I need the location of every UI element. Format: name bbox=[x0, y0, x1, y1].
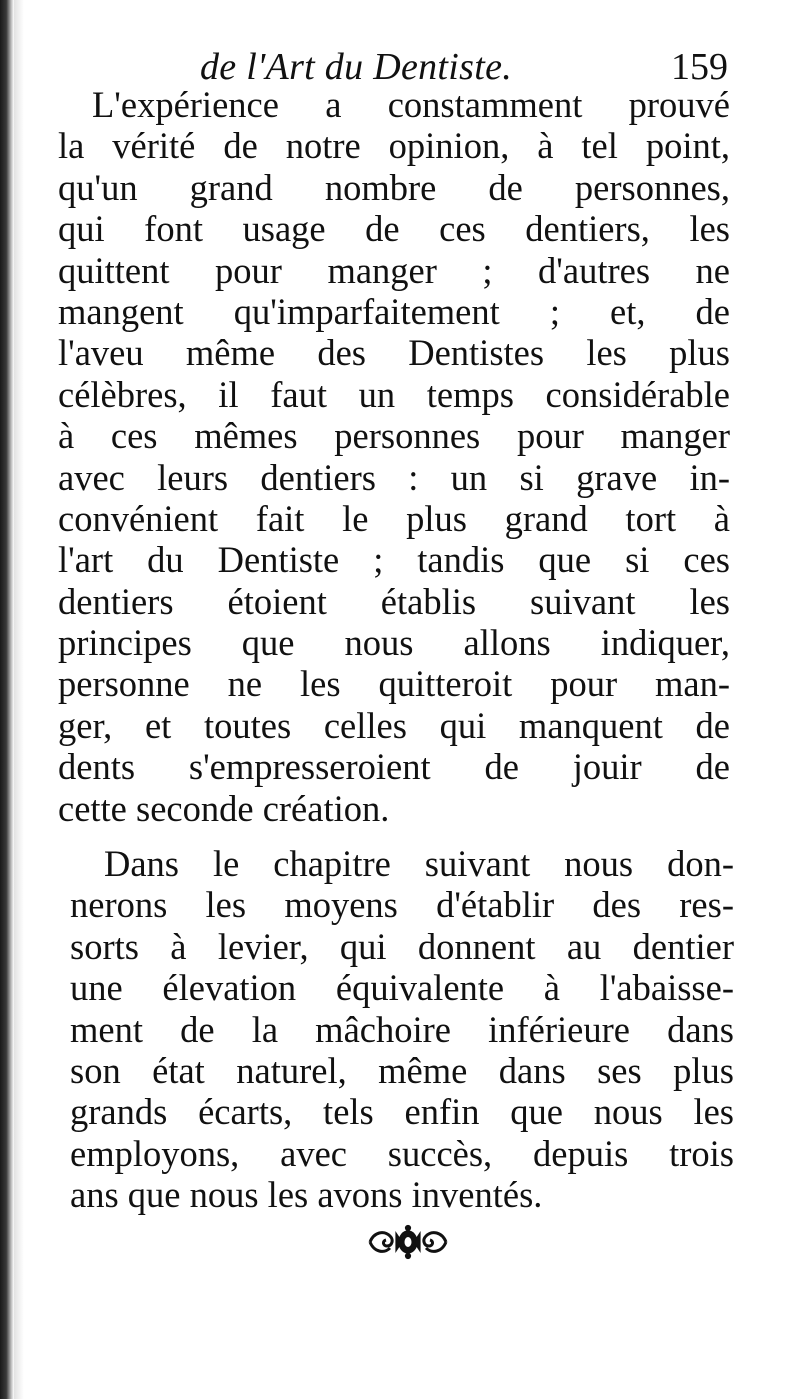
text-line: sorts à levier, qui donnent au dentier bbox=[70, 925, 734, 967]
text-line: employons, avec succès, depuis trois bbox=[70, 1132, 734, 1174]
text-line: personne ne les quitteroit pour man- bbox=[58, 663, 730, 705]
text-line: L'expérience a constamment prouvé bbox=[92, 84, 730, 125]
text-line: ger, et toutes celles qui manquent de bbox=[58, 704, 730, 746]
running-title: de l'Art du Dentiste. bbox=[200, 46, 513, 88]
text-line: ment de la mâchoire inférieure dans bbox=[70, 1008, 734, 1050]
paragraph-1 bbox=[58, 84, 730, 829]
scan-edge-shadow bbox=[0, 0, 14, 1399]
text-line: quittent pour manger ; d'autres ne bbox=[58, 249, 730, 291]
text-line: son état naturel, même dans ses plus bbox=[70, 1049, 734, 1091]
text-line: Dans le chapitre suivant nous don- bbox=[104, 843, 734, 884]
text-line: dentiers étoient établis suivant les bbox=[58, 580, 730, 622]
page-number: 159 bbox=[671, 46, 728, 88]
text-line: l'art du Dentiste ; tandis que si ces bbox=[58, 539, 730, 581]
text-line: avec leurs dentiers : un si grave in- bbox=[58, 456, 730, 498]
text-line: convénient fait le plus grand tort à bbox=[58, 497, 730, 539]
scan-edge-fade bbox=[14, 0, 24, 1399]
text-line: nerons les moyens d'établir des res- bbox=[70, 884, 734, 926]
text-line: grands écarts, tels enfin que nous les bbox=[70, 1091, 734, 1133]
text-line: à ces mêmes personnes pour manger bbox=[58, 415, 730, 457]
text-line: une élevation équivalente à l'abaisse- bbox=[70, 967, 734, 1009]
text-line: mangent qu'imparfaitement ; et, de bbox=[58, 290, 730, 332]
text-line: ans que nous les avons inventés. bbox=[70, 1174, 543, 1216]
text-line: principes que nous allons indiquer, bbox=[58, 622, 730, 664]
text-line: dents s'empresseroient de jouir de bbox=[58, 746, 730, 788]
text-line: cette seconde création. bbox=[58, 787, 390, 829]
text-line: qu'un grand nombre de personnes, bbox=[58, 166, 730, 208]
text-line: qui font usage de ces dentiers, les bbox=[58, 208, 730, 250]
text-line: l'aveu même des Dentistes les plus bbox=[58, 332, 730, 374]
text-line: la vérité de notre opinion, à tel point, bbox=[58, 125, 730, 167]
fleuron-ornament-icon bbox=[366, 1224, 450, 1260]
text-line: célèbres, il faut un temps considérable bbox=[58, 373, 730, 415]
paragraph-2 bbox=[70, 843, 734, 1216]
